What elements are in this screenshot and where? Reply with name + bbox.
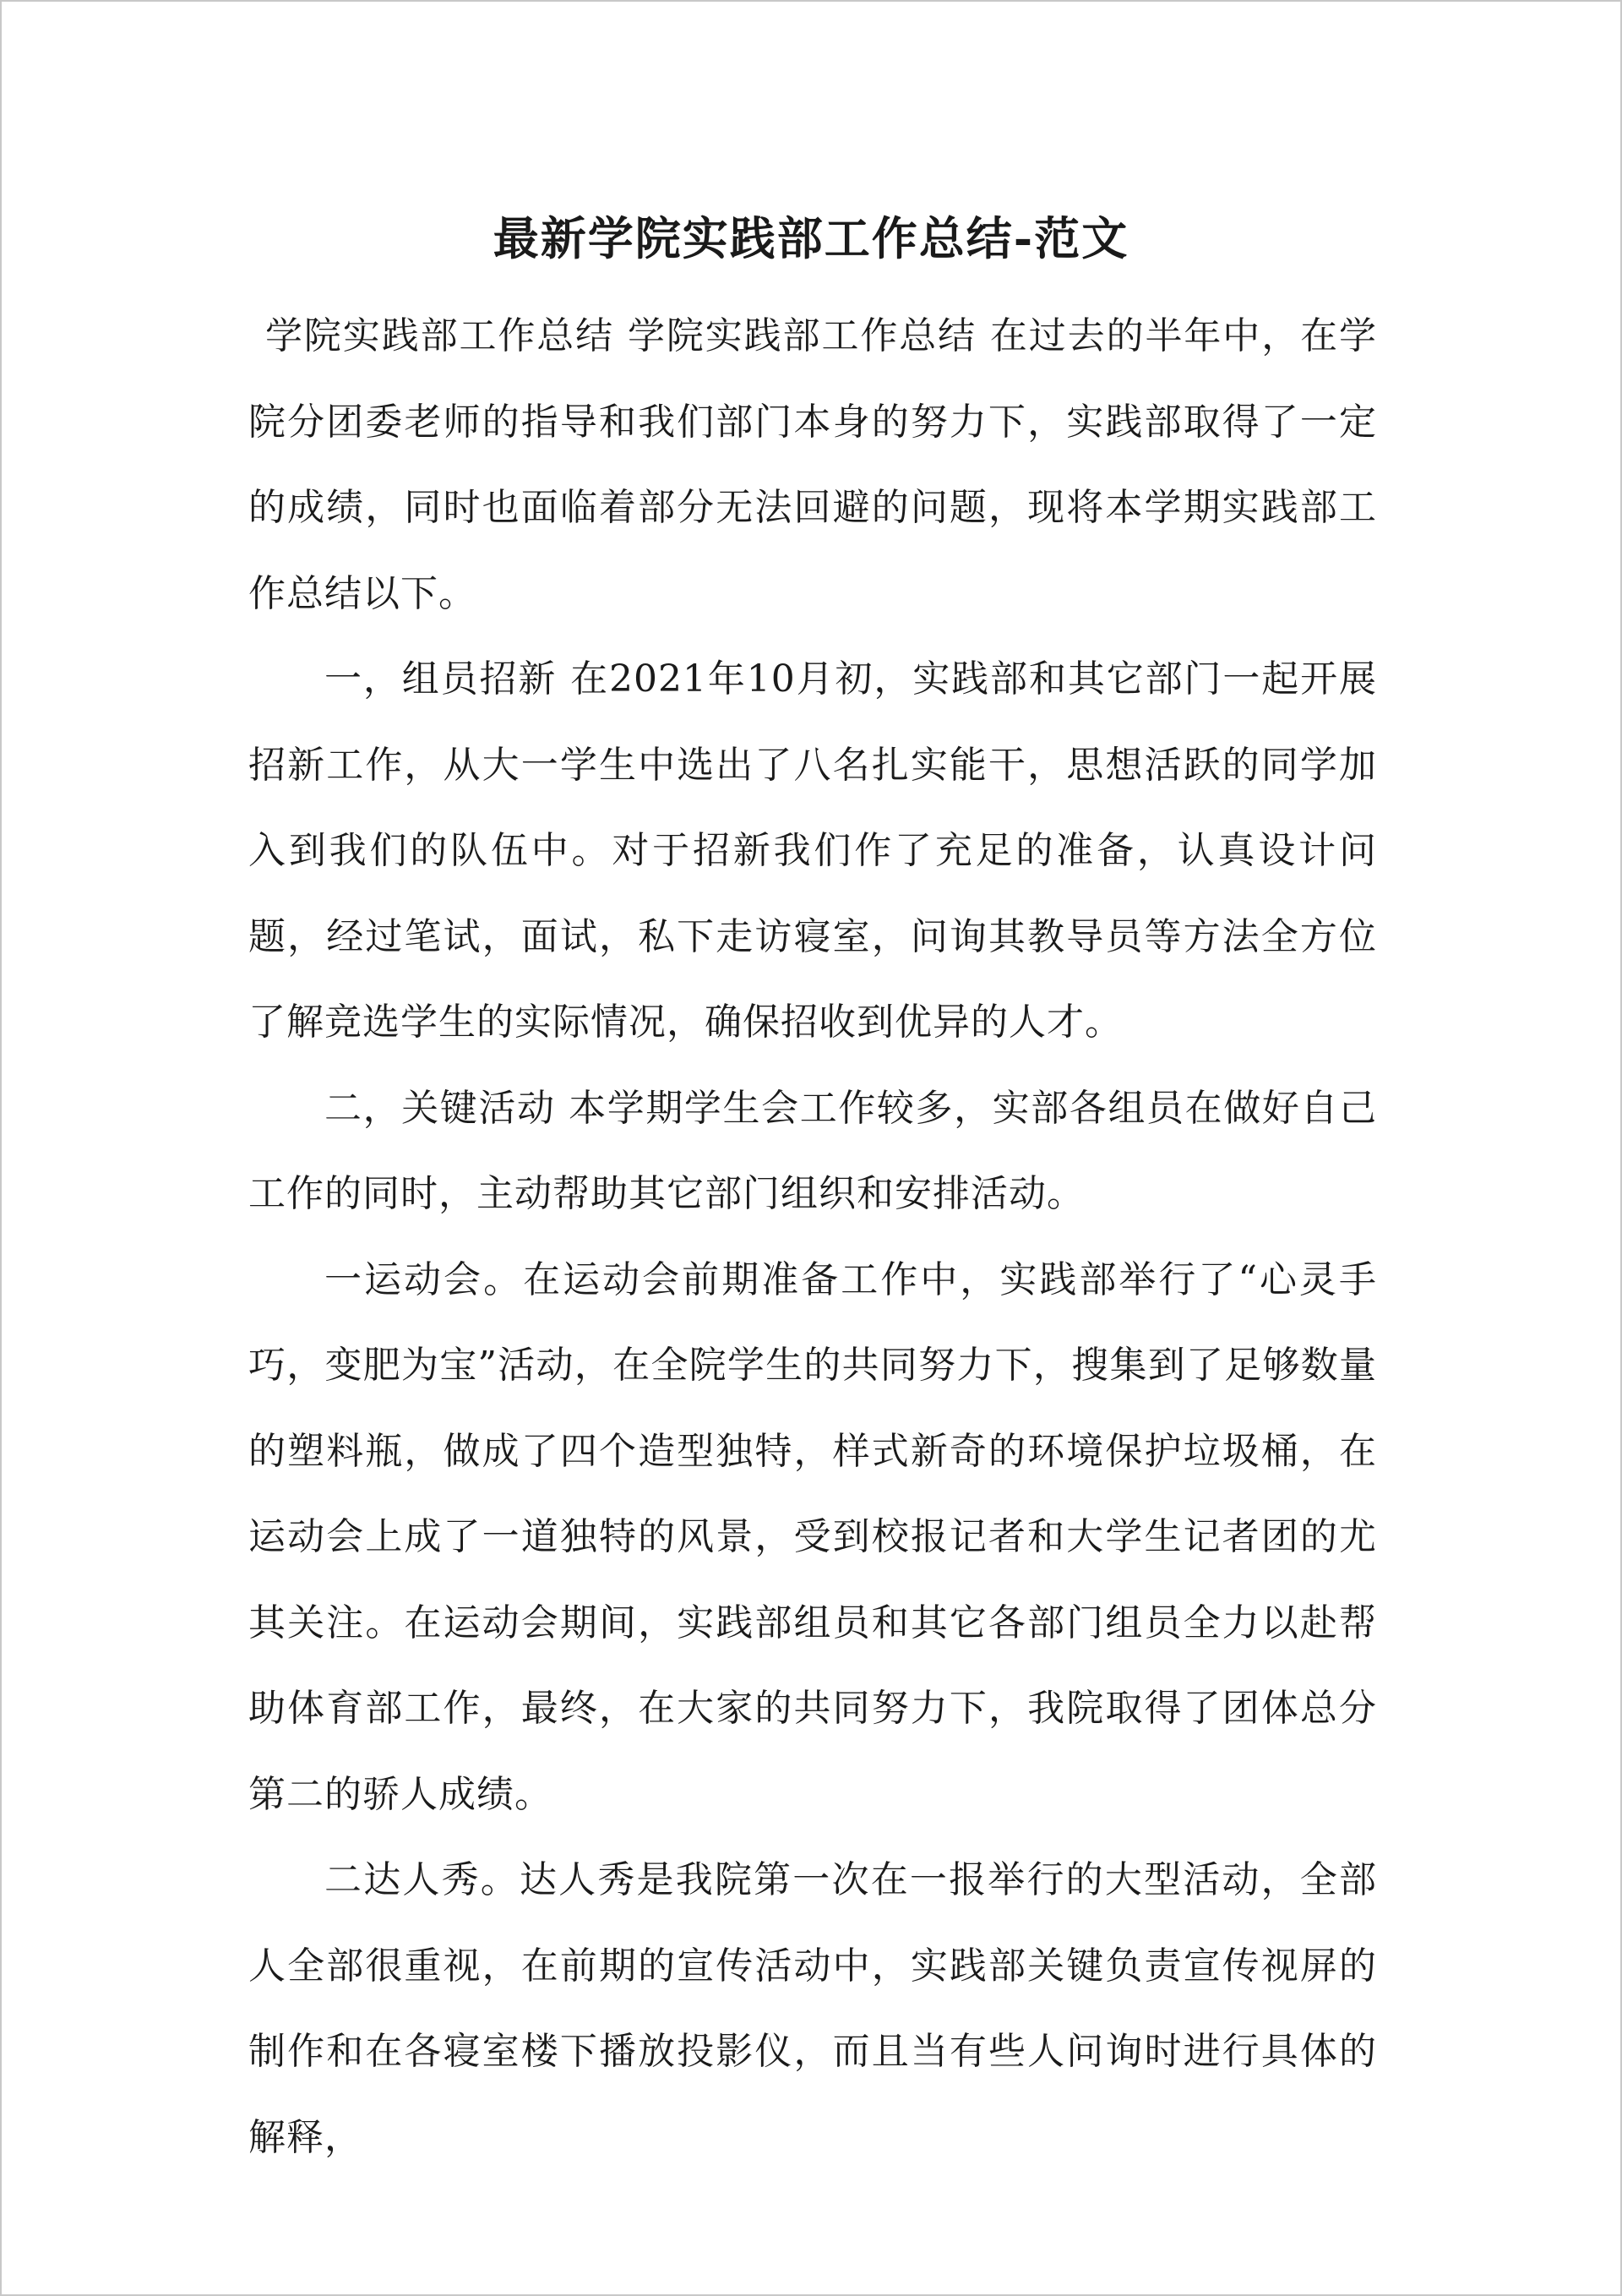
paragraph-recruitment: 一，组员招新 在2021年10月初，实践部和其它部门一起开展招新工作，从大一学生中选出了八名扎实能干，思想活跃的同学加入到我们的队伍中。对于招新我们作了充足的准备，认真设计问题，经过笔试，面试，私下走访寝室，问询其教导员等方法全方位了解竞选学生的实际情况，确保招收到优异的人才。	[248, 657, 1377, 1044]
paragraph-key-activities: 二，关键活动 本学期学生会工作较多，实部各组员在做好自己工作的同时，主动帮助其它部门组织和安排活动。	[248, 1086, 1377, 1215]
document-body	[248, 293, 1377, 2180]
paragraph-talent-show: 二达人秀。达人秀是我院第一次在一报举行的大型活动，全部人全部很重视，在前期的宣传活动中，实践部关键负责宣传视屏的制作和在各寝室楼下播放投影仪，而且当有些人问询时进行具体的解释，	[248, 1858, 1377, 2159]
page-title: 最新学院实践部工作总结-范文	[493, 211, 1129, 265]
paragraph-sports-meet: 一运动会。在运动会前期准备工作中，实践部举行了“心灵手巧，变肥为宝”活动，在全院学生的共同努力下，搜集到了足够数量的塑料瓶，做成了四个造型独特，样式新奇的环境保护垃圾桶，在运动会上成了一道独特的风景，受到校报记者和大学生记者团的尤其关注。在运动会期间，实践部组员和其它各部门组员全力以赴帮助体育部工作，最终，在大家的共同努力下，我院取得了团体总分第二的骄人成绩。	[248, 1257, 1377, 1816]
document-page	[2, 2, 1620, 2294]
paragraph-intro: 学院实践部工作总结 学院实践部工作总结 在过去的半年中，在学院分团委老师的指导和我们部门本身的努力下，实践部取得了一定的成绩，同时也面临着部分无法回避的问题，现将本学期实践部工作总结以下。	[248, 314, 1377, 615]
